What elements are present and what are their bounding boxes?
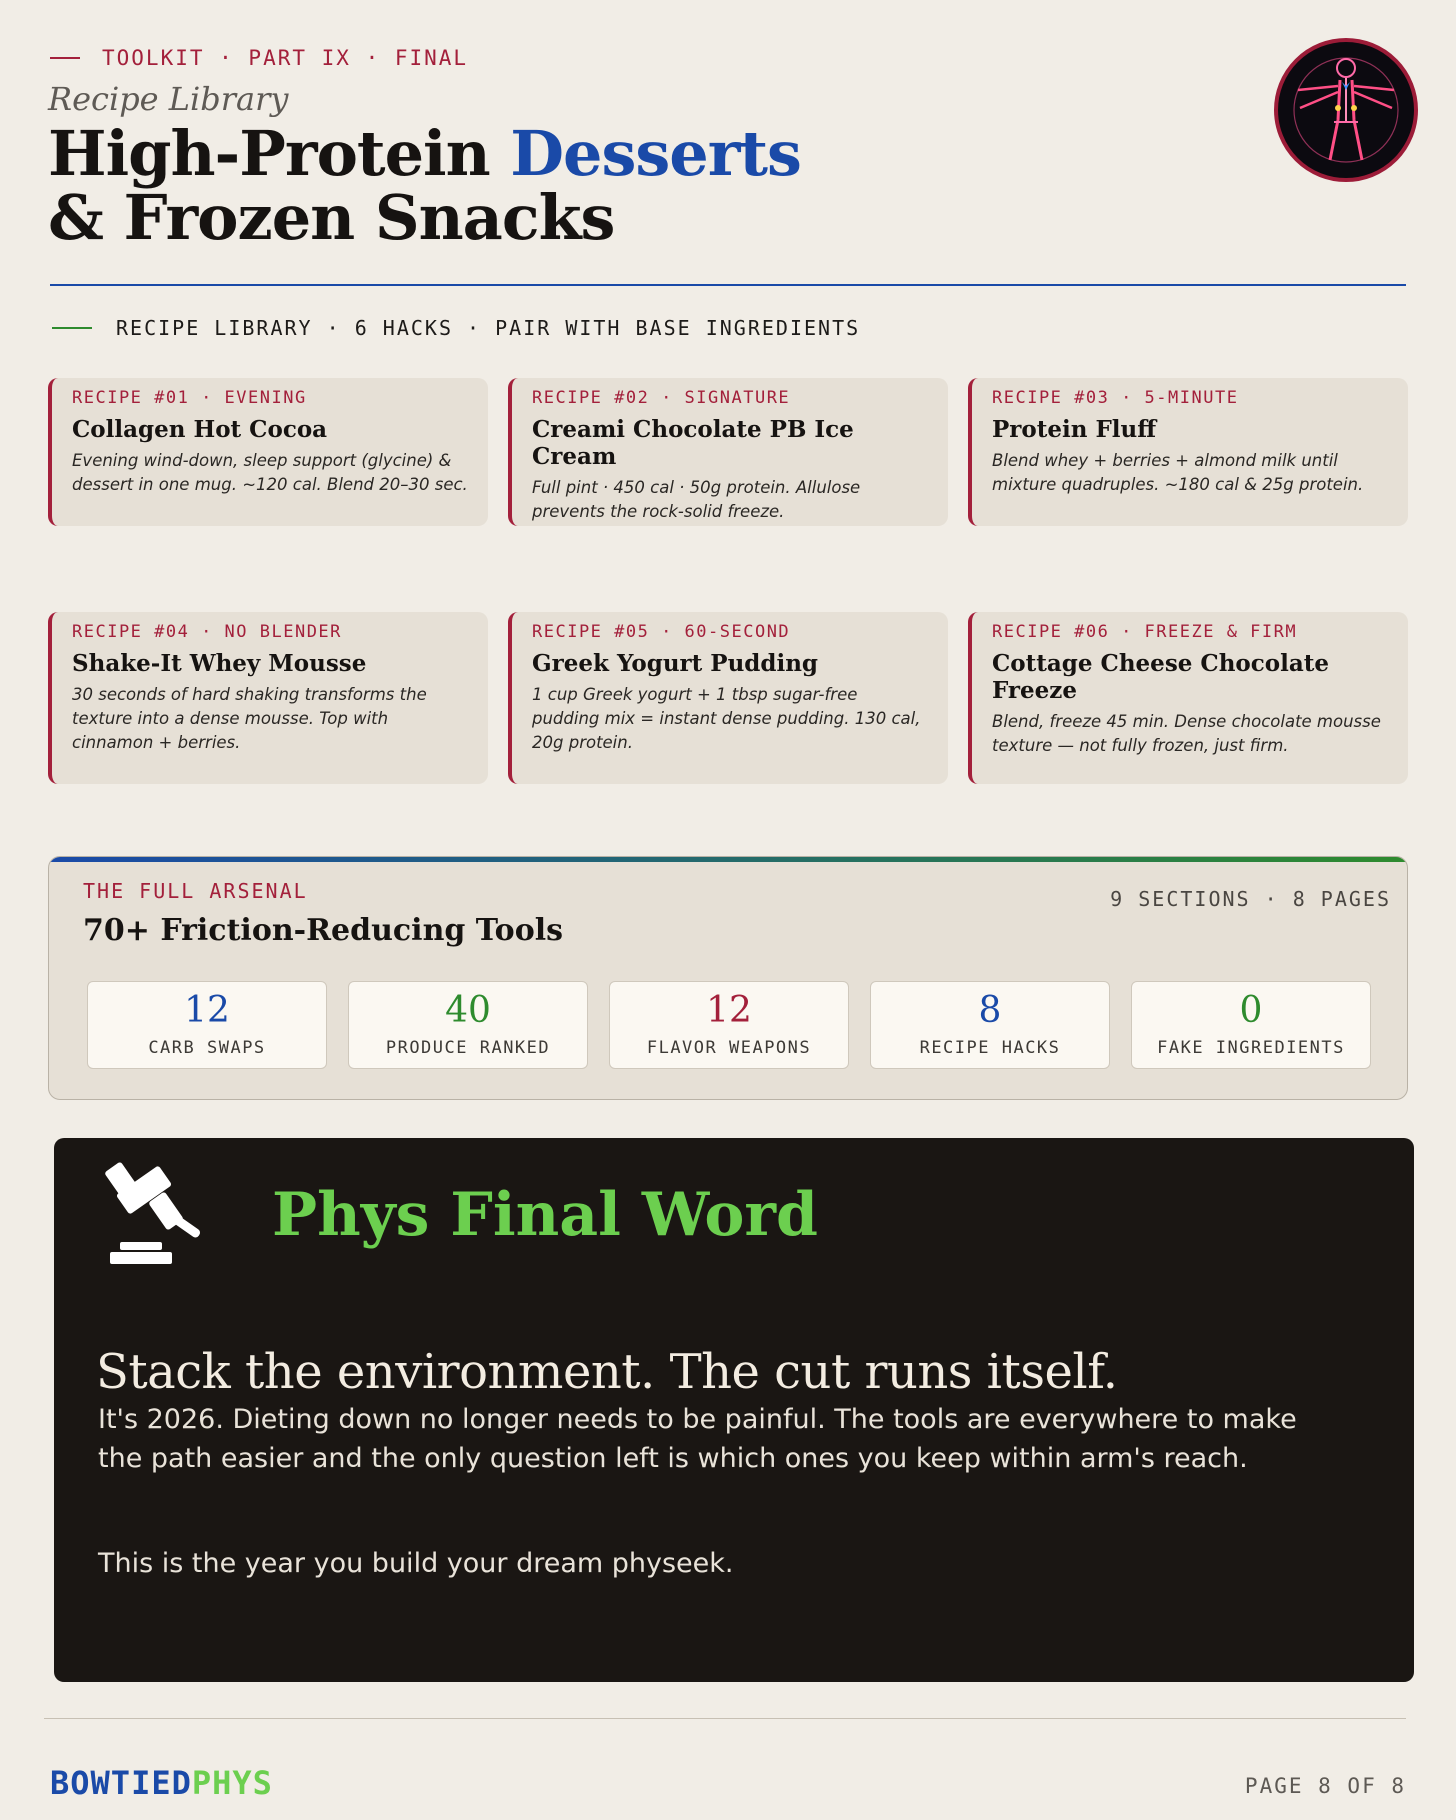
recipe-card	[968, 612, 1408, 784]
brand-logo	[50, 1764, 273, 1802]
library-dash	[52, 327, 92, 329]
final-word-body: It's 2026. Dieting down no longer needs to be painful. The tools are everywhere to make the path easier and the only question left is which ones you keep within arm's reach.	[98, 1404, 1297, 1474]
recipe-tag: RECIPE #06 · FREEZE & FIRM	[992, 622, 1298, 642]
recipe-tag: RECIPE #03 · 5-MINUTE	[992, 388, 1239, 408]
recipe-card	[508, 612, 948, 784]
stat-label: RECIPE HACKS	[919, 1038, 1061, 1058]
arsenal-heading: 70+ Friction-Reducing Tools	[83, 913, 563, 948]
gavel-icon	[96, 1154, 216, 1274]
recipe-name: Creami Chocolate PB Ice Cream	[532, 416, 854, 470]
recipe-desc: 30 seconds of hard shaking transforms the texture into a dense mousse. Top with cinnamon + berries.	[72, 685, 427, 752]
anatomy-figure-icon	[1278, 42, 1414, 178]
stat-card	[609, 981, 849, 1069]
stat-number: 12	[706, 990, 752, 1031]
final-word-quote: Stack the environment. The cut runs itself.	[96, 1344, 1118, 1400]
eyebrow-text: TOOLKIT · PART IX · FINAL	[102, 46, 469, 70]
recipe-card	[508, 378, 948, 526]
recipe-card	[48, 612, 488, 784]
page-subtitle: Recipe Library	[48, 80, 289, 118]
stat-number: 8	[978, 990, 1002, 1031]
final-word-panel	[54, 1138, 1414, 1682]
title-highlight: Desserts	[510, 117, 801, 190]
recipe-desc: 1 cup Greek yogurt + 1 tbsp sugar-free pudding mix = instant dense pudding. 130 cal, 20g protein.	[532, 685, 921, 752]
arsenal-meta: 9 SECTIONS · 8 PAGES	[1110, 887, 1391, 911]
recipe-name: Protein Fluff	[992, 416, 1157, 443]
recipe-name: Greek Yogurt Pudding	[532, 650, 819, 677]
stat-label: FLAVOR WEAPONS	[646, 1038, 812, 1058]
brand-part1: BOWTIED	[50, 1764, 192, 1802]
arsenal-gradient-bar	[49, 857, 1407, 862]
recipe-name: Cottage Cheese Chocolate Freeze	[992, 650, 1330, 704]
stat-label: CARB SWAPS	[148, 1038, 266, 1058]
brand-part2: PHYS	[191, 1764, 273, 1802]
recipe-card	[968, 378, 1408, 526]
recipe-desc: Blend, freeze 45 min. Dense chocolate mousse texture — not fully frozen, just firm.	[992, 712, 1381, 755]
page-number: PAGE 8 OF 8	[1244, 1774, 1406, 1798]
stat-number: 12	[184, 990, 230, 1031]
recipe-name: Shake-It Whey Mousse	[72, 650, 367, 677]
recipe-tag: RECIPE #02 · SIGNATURE	[532, 388, 791, 408]
title-line2: & Frozen Snacks	[48, 181, 615, 254]
stat-label: PRODUCE RANKED	[385, 1038, 551, 1058]
recipe-desc: Full pint · 450 cal · 50g protein. Allulose prevents the rock-solid freeze.	[532, 478, 861, 521]
eyebrow-dash	[50, 57, 80, 59]
recipe-tag: RECIPE #05 · 60-SECOND	[532, 622, 791, 642]
anatomy-figure-avatar	[1274, 38, 1418, 182]
eyebrow	[50, 46, 468, 70]
header-divider	[50, 284, 1406, 286]
recipe-name: Collagen Hot Cocoa	[72, 416, 328, 443]
library-label-text: RECIPE LIBRARY · 6 HACKS · PAIR WITH BASE INGREDIENTS	[116, 316, 861, 340]
final-word-heading: Phys Final Word	[272, 1180, 818, 1250]
recipe-card	[48, 378, 488, 526]
arsenal-label: THE FULL ARSENAL	[83, 879, 308, 903]
recipe-tag: RECIPE #01 · EVENING	[72, 388, 307, 408]
stat-card	[870, 981, 1110, 1069]
footer-divider	[44, 1718, 1406, 1719]
full-arsenal-panel	[48, 856, 1408, 1100]
recipe-desc: Evening wind-down, sleep support (glycine) & dessert in one mug. ~120 cal. Blend 20–30 sec.	[72, 451, 468, 494]
page-title	[48, 117, 801, 254]
stat-card	[1131, 981, 1371, 1069]
arsenal-stats	[87, 981, 1371, 1069]
recipe-library-label	[52, 316, 860, 340]
stat-card	[87, 981, 327, 1069]
final-word-closing: This is the year you build your dream physeek.	[98, 1548, 734, 1579]
recipe-desc: Blend whey + berries + almond milk until mixture quadruples. ~180 cal & 25g protein.	[992, 451, 1364, 494]
stat-label: FAKE INGREDIENTS	[1157, 1038, 1345, 1058]
stat-card	[348, 981, 588, 1069]
stat-number: 40	[445, 990, 491, 1031]
recipe-tag: RECIPE #04 · NO BLENDER	[72, 622, 342, 642]
title-part1: High-Protein	[48, 117, 511, 190]
stat-number: 0	[1239, 990, 1263, 1031]
